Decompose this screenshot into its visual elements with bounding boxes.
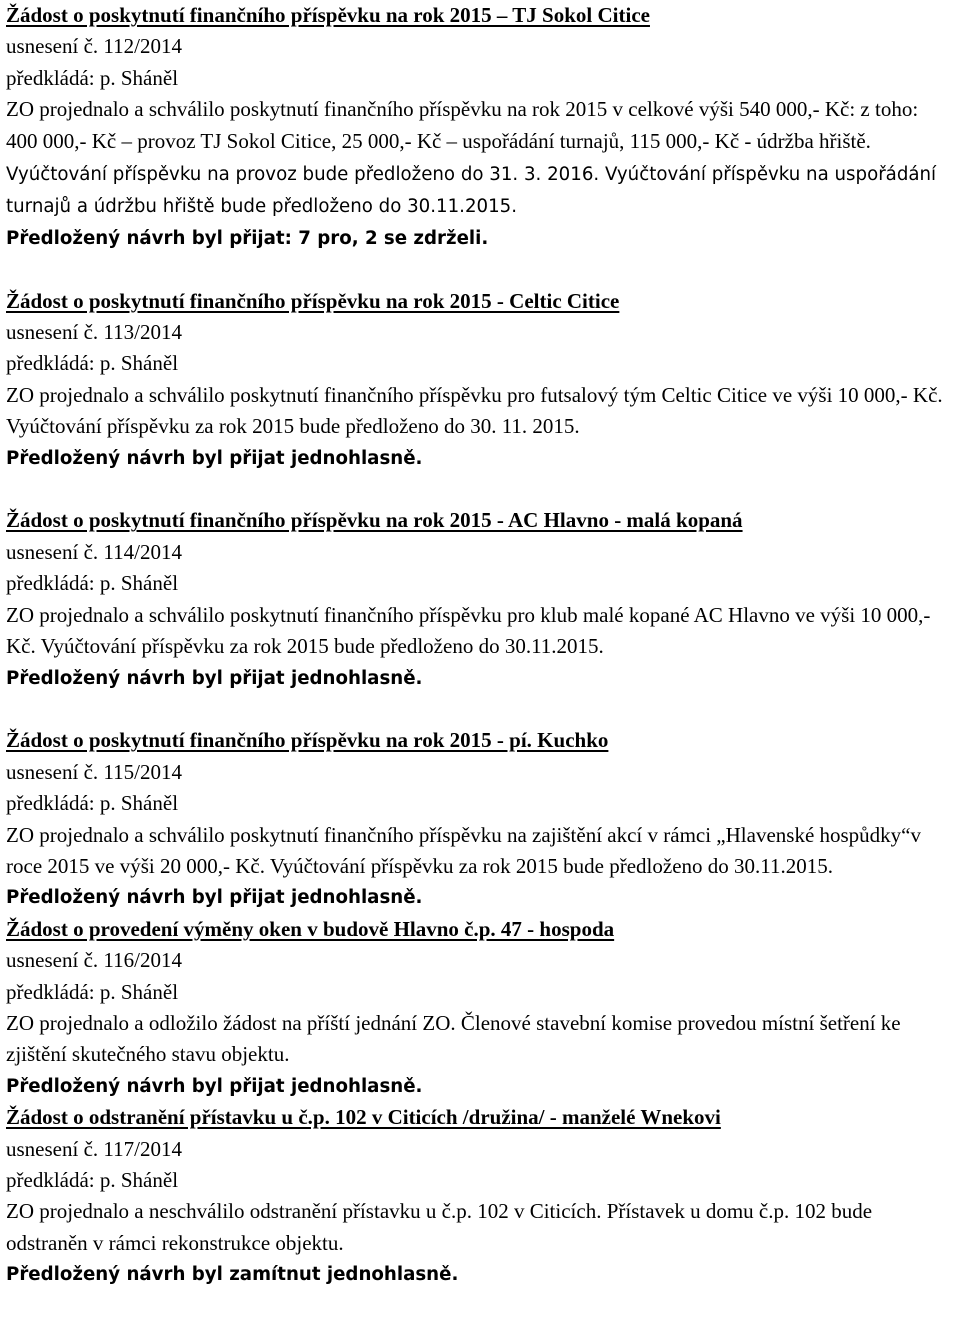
resolution-body: ZO projednalo a neschválilo odstranění přístavku u č.p. 102 v Citicích. Přístavek u domu č.p. 102 bude odstraněn v rámci rekonstrukce objektu. — [6, 1199, 873, 1255]
resolution-body: ZO projednalo a schválilo poskytnutí finančního příspěvku pro klub malé kopané AC Hlavno ve výši 10 000,- Kč. Vyúčtování příspěvku za rok 2015 bude předloženo do 30.11.2015. — [6, 602, 931, 659]
vote-result: Předložený návrh byl přijat jednohlasně. — [6, 667, 423, 689]
submitter: předkládá: p. Sháněl — [6, 571, 179, 596]
resolution-body-accounting: Vyúčtování příspěvku na provoz bude předloženo do 31. 3. 2016. Vyúčtování příspěvku na uspořádání turnajů a údržbu hřiště bude předloženo do 30.11.2015. — [6, 164, 937, 218]
section-title: Žádost o poskytnutí finančního příspěvku na rok 2015 – TJ Sokol Citice — [6, 3, 650, 27]
vote-result: Předložený návrh byl přijat jednohlasně. — [6, 447, 423, 469]
section-spacer — [6, 474, 952, 505]
resolution-number: usnesení č. 114/2014 — [6, 539, 182, 564]
section-title: Žádost o odstranění přístavku u č.p. 102 v Citicích /družina/ - manželé Wnekovi — [6, 1105, 721, 1130]
resolution-section-115 — [6, 725, 952, 913]
resolution-number: usnesení č. 115/2014 — [6, 759, 182, 784]
resolution-body — [6, 94, 952, 223]
resolution-number: usnesení č. 113/2014 — [6, 320, 182, 345]
section-spacer — [6, 254, 952, 285]
section-spacer — [6, 694, 952, 725]
resolution-section-112 — [6, 0, 952, 254]
resolution-section-114 — [6, 505, 952, 693]
submitter: předkládá: p. Sháněl — [6, 65, 179, 90]
section-title: Žádost o poskytnutí finančního příspěvku na rok 2015 - Celtic Citice — [6, 288, 620, 313]
resolution-body: ZO projednalo a odložilo žádost na příští jednání ZO. Členové stavební komise provedou místní šetření ke zjištění skutečného stavu objektu. — [6, 1010, 901, 1067]
submitter: předkládá: p. Sháněl — [6, 1167, 179, 1192]
submitter: předkládá: p. Sháněl — [6, 979, 179, 1004]
resolution-number: usnesení č. 112/2014 — [6, 34, 182, 59]
resolution-number: usnesení č. 117/2014 — [6, 1136, 182, 1161]
vote-result: Předložený návrh byl zamítnut jednohlasně. — [6, 1264, 459, 1286]
resolution-section-113 — [6, 286, 952, 474]
section-title: Žádost o provedení výměny oken v budově Hlavno č.p. 47 - hospoda — [6, 916, 615, 941]
submitter: předkládá: p. Sháněl — [6, 791, 179, 816]
resolution-section-116 — [6, 914, 952, 1102]
resolution-body: ZO projednalo a schválilo poskytnutí finančního příspěvku pro futsalový tým Celtic Citice ve výši 10 000,- Kč. Vyúčtování příspěvku za rok 2015 bude předloženo do 30. 11. 2015. — [6, 382, 943, 439]
resolution-body-text: ZO projednalo a schválilo poskytnutí finančního příspěvku na rok 2015 v celkové výši 540 000,- Kč: z toho: 400 000,- Kč – provoz TJ Sokol Citice, 25 000,- Kč – uspořádání turnajů, 115 000,- Kč - údržba hřiště. — [6, 97, 919, 153]
vote-result: Předložený návrh byl přijat jednohlasně. — [6, 887, 423, 909]
resolution-body: ZO projednalo a schválilo poskytnutí finančního příspěvku na zajištění akcí v rámci „Hlavenské hospůdky“v roce 2015 ve výši 20 000,- Kč. Vyúčtování příspěvku za rok 2015 bude předloženo do 30.11.2015. — [6, 822, 922, 878]
submitter: předkládá: p. Sháněl — [6, 351, 179, 376]
section-title: Žádost o poskytnutí finančního příspěvku na rok 2015 - pí. Kuchko — [6, 728, 609, 753]
section-title: Žádost o poskytnutí finančního příspěvku na rok 2015 - AC Hlavno - malá kopaná — [6, 508, 743, 533]
resolution-number: usnesení č. 116/2014 — [6, 948, 182, 973]
vote-result: Předložený návrh byl přijat: 7 pro, 2 se zdrželi. — [6, 227, 489, 249]
resolution-section-117 — [6, 1102, 952, 1290]
vote-result: Předložený návrh byl přijat jednohlasně. — [6, 1075, 423, 1097]
